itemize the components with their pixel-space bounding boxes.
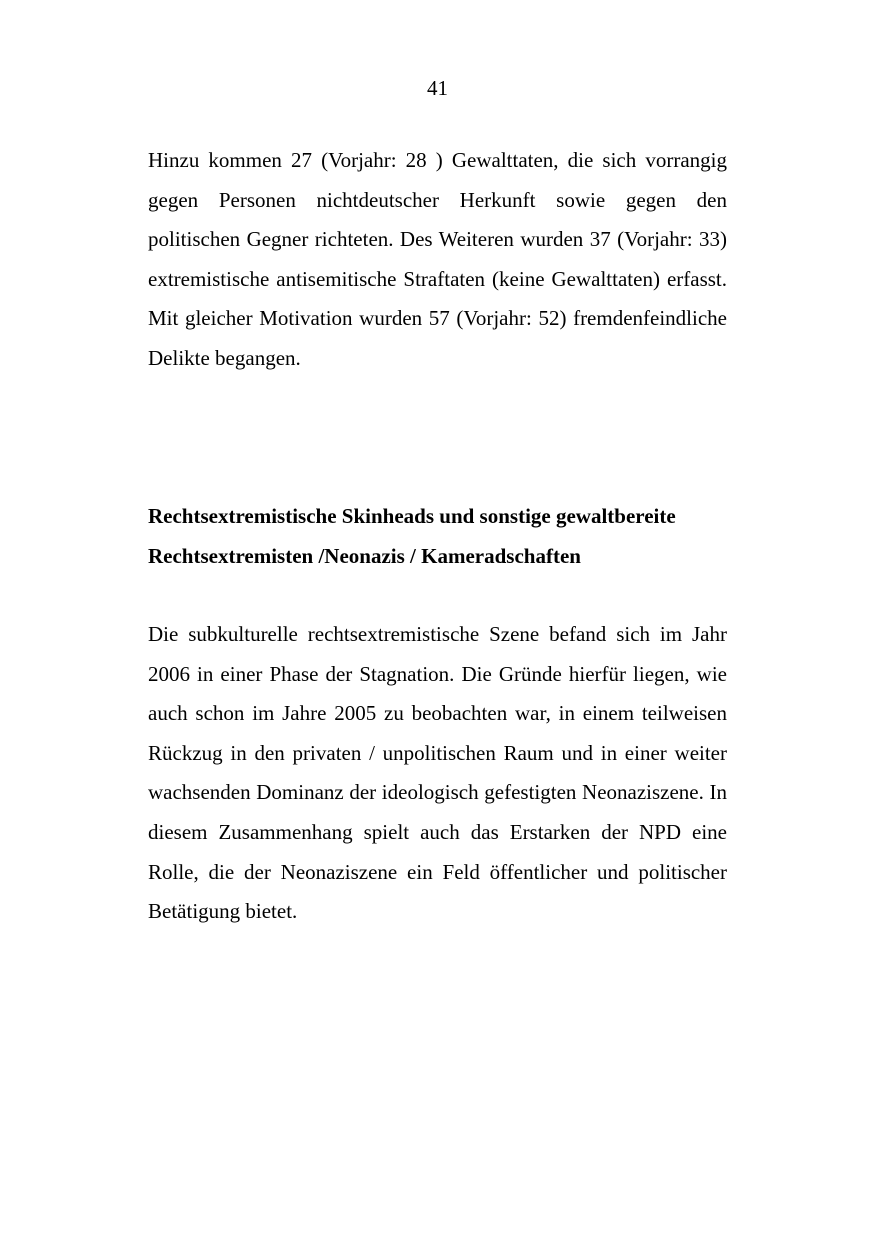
page-number: 41 [427,76,448,100]
paragraph-violence-statistics: Hinzu kommen 27 (Vorjahr: 28 ) Gewalttaten, die sich vorrangig gegen Personen nichtdeutscher Herkunft sowie gegen den politischen Gegner richteten. Des Weiteren wurden 37 (Vorjahr: 33) extremistische antisemitische Straftaten (keine Gewalttaten) erfasst. Mit gleicher Motivation wurden 57 (Vorjahr: 52) fremdenfeindliche Delikte begangen. [148,148,727,370]
section-heading-line-1: Rechtsextremistische Skinheads und sonstige gewaltbereite [148,504,676,528]
paragraph-skinhead-scene: Die subkulturelle rechtsextremistische Szene befand sich im Jahr 2006 in einer Phase der Stagnation. Die Gründe hierfür liegen, wie auch schon im Jahre 2005 zu beobachten war, in einem teilweisen Rückzug in den privaten / unpolitischen Raum und in einer weiter wachsenden Dominanz der ideologisch gefestigten Neonaziszene. In diesem Zusammenhang spielt auch das Erstarken der NPD eine Rolle, die der Neonaziszene ein Feld öffentlicher und politischer Betätigung bietet. [148,622,727,924]
section-heading-line-2: Rechtsextremisten /Neonazis / Kameradschaften [148,543,581,568]
section-heading [148,497,768,576]
